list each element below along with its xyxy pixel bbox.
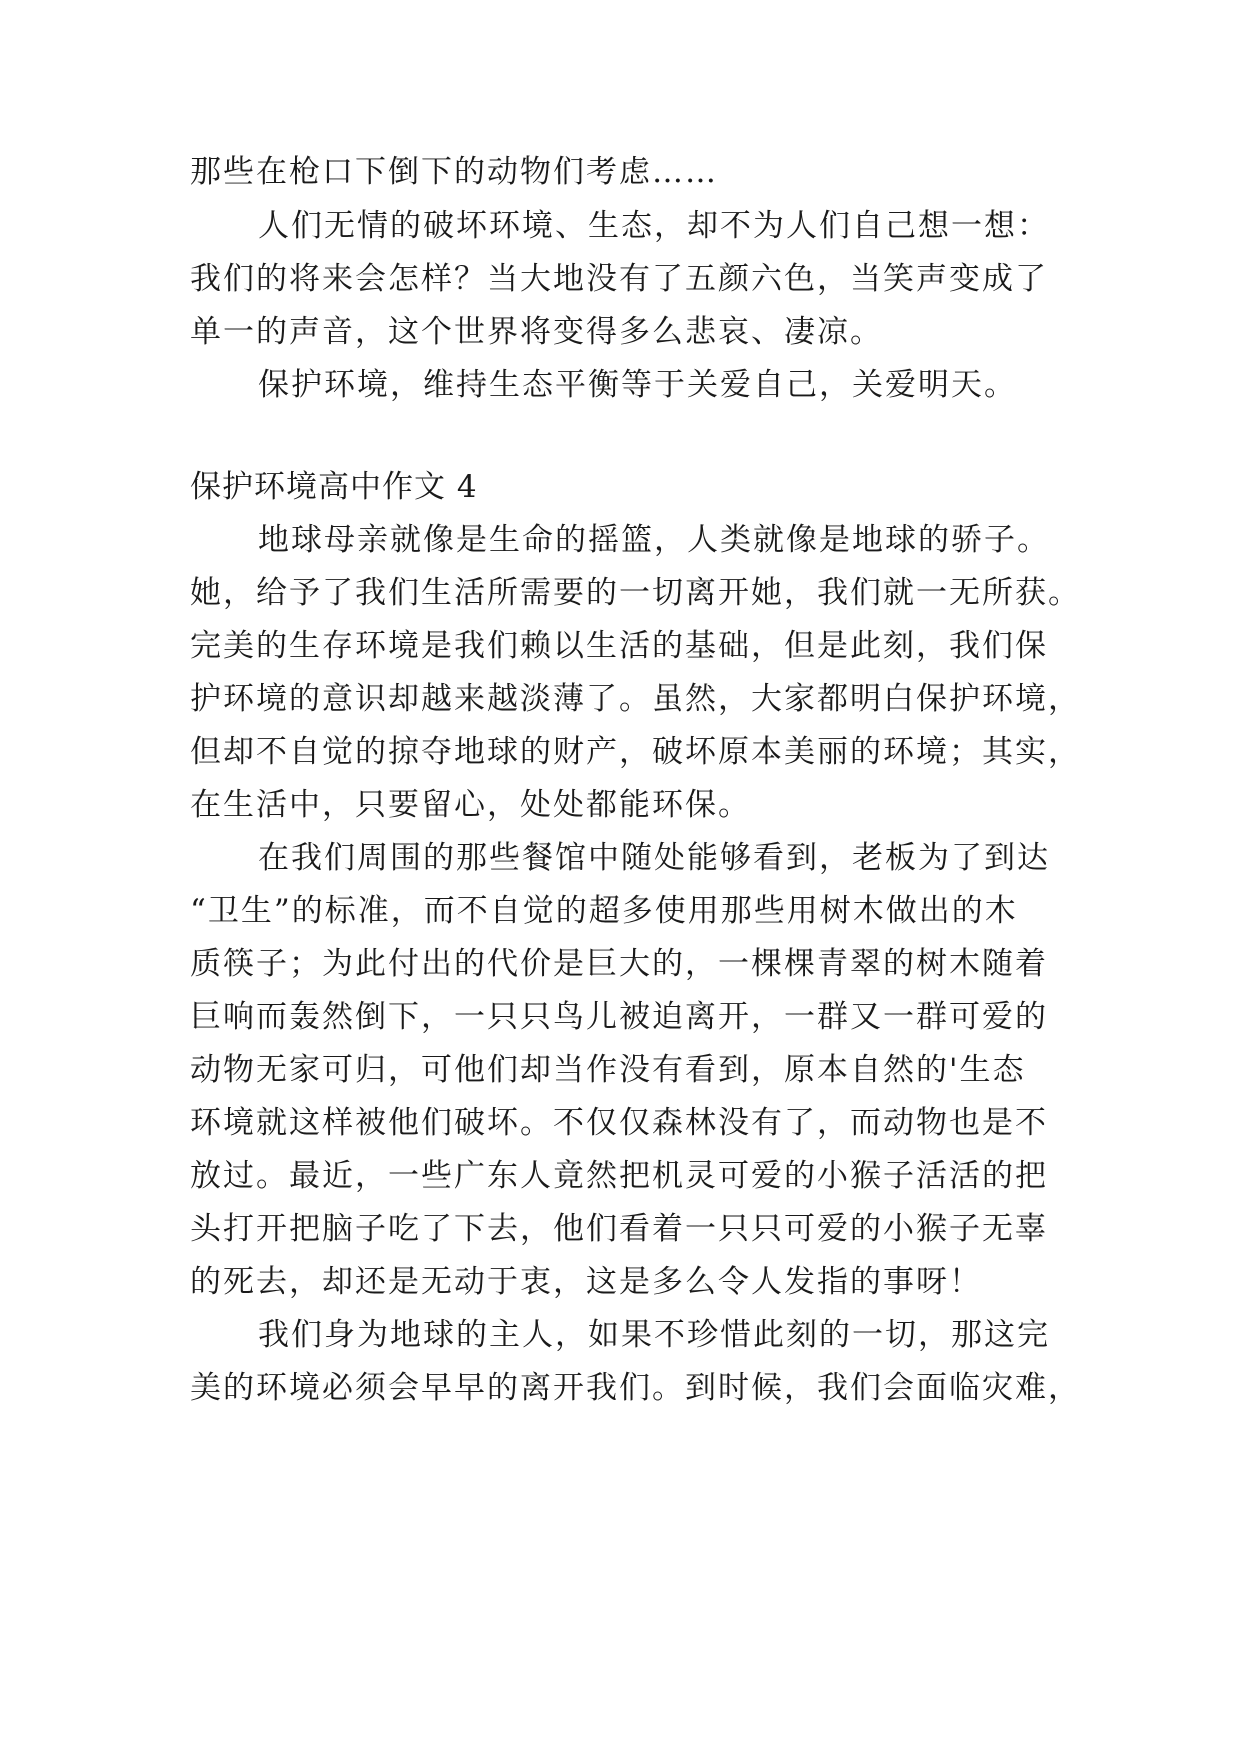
text-line: 护环境的意识却越来越淡薄了。虽然，大家都明白保护环境，	[190, 681, 1081, 717]
paragraph-first-line: 保护环境，维持生态平衡等于关爱自己，关爱明天。	[258, 367, 1017, 403]
text-line: 我们的将来会怎样？当大地没有了五颜六色，当笑声变成了	[190, 261, 1048, 297]
paragraph-first-line: 地球母亲就像是生命的摇篮，人类就像是地球的骄子。	[258, 522, 1050, 558]
text-line: 头打开把脑子吃了下去，他们看着一只只可爱的小猴子无辜	[190, 1211, 1048, 1247]
text-line: 动物无家可归，可他们却当作没有看到，原本自然的'生态	[190, 1052, 1026, 1088]
text-line: 完美的生存环境是我们赖以生活的基础，但是此刻，我们保	[190, 628, 1048, 664]
section-heading: 保护环境高中作文 4	[190, 469, 478, 505]
text-line: “卫生”的标准，而不自觉的超多使用那些用树木做出的木	[190, 893, 1018, 929]
text-line: 她，给予了我们生活所需要的一切离开她，我们就一无所获。	[190, 575, 1081, 611]
text-line: 但却不自觉的掠夺地球的财产，破坏原本美丽的环境；其实，	[190, 734, 1081, 770]
text-line: 巨响而轰然倒下，一只只鸟儿被迫离开，一群又一群可爱的	[190, 999, 1048, 1035]
text-line: 的死去，却还是无动于衷，这是多么令人发指的事呀！	[190, 1264, 982, 1300]
text-line: 单一的声音，这个世界将变得多么悲哀、凄凉。	[190, 314, 883, 350]
paragraph-first-line: 人们无情的破坏环境、生态，却不为人们自己想一想：	[258, 208, 1050, 244]
text-line: 质筷子；为此付出的代价是巨大的，一棵棵青翠的树木随着	[190, 946, 1048, 982]
text-line: 那些在枪口下倒下的动物们考虑……	[190, 154, 718, 190]
paragraph-first-line: 在我们周围的那些餐馆中随处能够看到，老板为了到达	[258, 840, 1050, 876]
text-line: 环境就这样被他们破坏。不仅仅森林没有了，而动物也是不	[190, 1105, 1048, 1141]
text-line: 美的环境必须会早早的离开我们。到时候，我们会面临灾难，	[190, 1370, 1081, 1406]
paragraph-first-line: 我们身为地球的主人，如果不珍惜此刻的一切，那这完	[258, 1317, 1050, 1353]
text-line: 放过。最近，一些广东人竟然把机灵可爱的小猴子活活的把	[190, 1158, 1048, 1194]
text-line: 在生活中，只要留心，处处都能环保。	[190, 787, 751, 823]
